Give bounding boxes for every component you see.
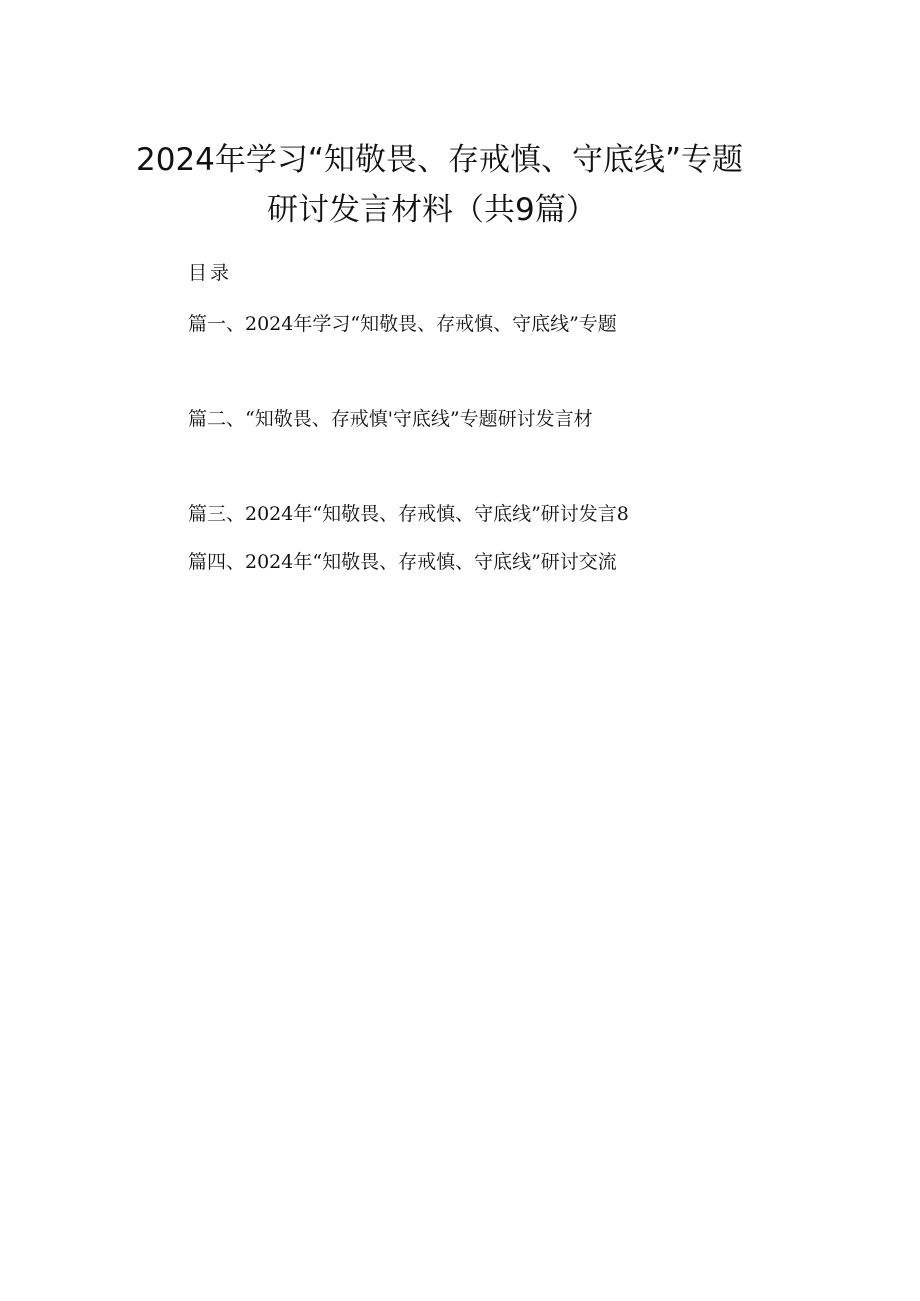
toc-heading: 目录 xyxy=(188,262,233,284)
toc-item-4[interactable]: 篇四、2024年“知敬畏、存戒慎、守底线”研讨交流 xyxy=(188,551,617,573)
toc-item-3[interactable]: 篇三、2024年“知敬畏、存戒慎、守底线”研讨发言8 xyxy=(188,503,629,525)
document-title-line-2: 研讨发言材料（共9篇） xyxy=(267,192,597,228)
toc-item-1[interactable]: 篇一、2024年学习“知敬畏、存戒慎、守底线”专题 xyxy=(188,313,617,335)
toc-item-2[interactable]: 篇二、“知敬畏、存戒慎'守底线”专题研讨发言材 xyxy=(188,408,593,430)
document-title-line-1: 2024年学习“知敬畏、存戒慎、守底线”专题 xyxy=(136,142,744,178)
